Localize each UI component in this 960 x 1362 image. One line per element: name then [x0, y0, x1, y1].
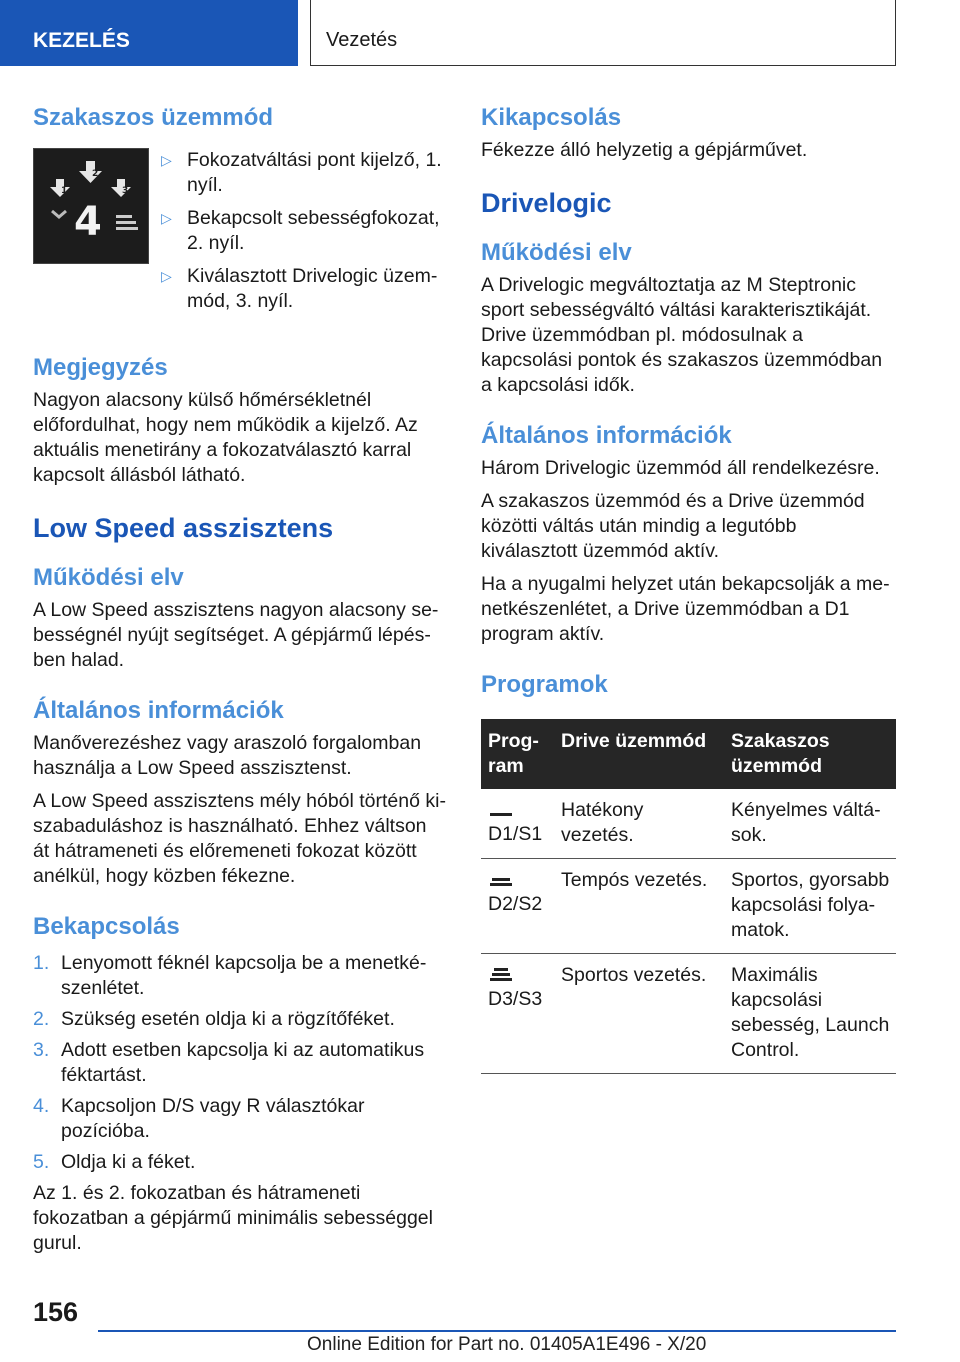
right-column	[481, 98, 896, 1074]
list-item: 1. Lenyomott féknél kapcsolja be a menetkészenlétet.	[33, 952, 427, 999]
list-item: 5. Oldja ki a féket.	[33, 1151, 196, 1173]
drive-mode-cell: Sportos vezetés.	[554, 954, 724, 1074]
footer-divider	[98, 1330, 896, 1332]
principle-text: A Low Speed asszisztens nagyon alacsony sebességnél nyújt segítséget. A gépjármű lépésben halad.	[33, 599, 439, 671]
switch-off-text: Fékezze álló helyzetig a gépjárművet.	[481, 139, 808, 161]
column-header-sequential: Szakaszos üzemmód	[724, 719, 896, 789]
heading-principle: Működési elv	[33, 564, 184, 591]
column-header-drive: Drive üzemmód	[554, 719, 724, 789]
sequential-mode-cell: Maximális kapcsolási sebesség, Launch Control.	[724, 954, 896, 1074]
drivelogic-mode-3-icon	[488, 963, 514, 983]
general-text-2: A Low Speed asszisztens mély hóból történő kiszabaduláshoz is használható. Ehhez váltson át hátrameneti és előremeneti fokozat között anélkül, hogy közben fékezne.	[33, 790, 446, 887]
left-column	[33, 98, 448, 1256]
svg-text:2: 2	[92, 169, 99, 179]
heading-note: Megjegyzés	[33, 354, 168, 381]
section-title: Vezetés	[326, 29, 398, 51]
heading-principle: Működési elv	[481, 239, 632, 266]
sequential-mode-cell: Sportos, gyorsabb kapcsolási folyamatok.	[724, 859, 896, 954]
triangle-bullet-icon: ▷	[161, 152, 172, 168]
table-header-row	[481, 719, 896, 789]
heading-switch-on: Bekapcsolás	[33, 913, 180, 940]
drive-mode-cell: Tempós vezetés.	[554, 859, 724, 954]
general-text-2: A szakaszos üzemmód és a Drive üzemmód közötti váltás után mindig a legutóbb kiválasztott üzemmód aktív.	[481, 490, 865, 562]
heading-low-speed-assistant: Low Speed asszisztens	[33, 513, 334, 543]
programs-table	[481, 719, 896, 1074]
section-header	[310, 0, 896, 66]
heading-general-info: Általános információk	[481, 422, 732, 449]
principle-text: A Drivelogic megváltoztatja az M Steptronic sport sebességváltó váltási karakterisztikáját. Drive üzemmódban pl. módosulnak a kapcsolási pontok és szakaszos üzemmódban a kapcsolási idők.	[481, 274, 883, 396]
table-row	[481, 789, 896, 859]
heading-switch-off: Kikapcsolás	[481, 104, 622, 131]
general-text-1: Három Drivelogic üzemmód áll rendelkezésre.	[481, 457, 880, 479]
heading-general-info: Általános információk	[33, 697, 284, 724]
display-legend-list	[161, 148, 448, 322]
display-intro	[33, 138, 448, 322]
program-cell: D1/S1	[481, 789, 554, 859]
drivelogic-mode-2-icon	[488, 868, 514, 888]
column-header-program: Program	[481, 719, 554, 789]
triangle-bullet-icon: ▷	[161, 268, 172, 284]
chapter-title: KEZELÉS	[33, 29, 130, 52]
svg-text:3: 3	[122, 186, 129, 196]
svg-text:4: 4	[74, 199, 102, 245]
drivelogic-mode-1-icon	[488, 798, 514, 818]
list-item: ▷ Kiválasztott Drivelogic üzemmód, 3. nyíl.	[161, 265, 438, 312]
page-number: 156	[33, 1297, 79, 1327]
switch-on-steps	[33, 951, 448, 1175]
svg-text:1: 1	[61, 186, 68, 196]
gear-display-image	[33, 148, 149, 264]
note-text: Nagyon alacsony külső hőmérsékletnél előfordulhat, hogy nem működik a kijelző. Az aktuális menetirány a fokozatválasztó karral kapcsolt állásból látható.	[33, 389, 418, 486]
program-cell: D3/S3	[481, 954, 554, 1074]
list-item: 2. Szükség esetén oldja ki a rögzítőféket.	[33, 1008, 395, 1030]
edition-text[interactable]: Online Edition for Part no. 01405A1E496 - X/20	[307, 1334, 707, 1355]
sequential-mode-cell: Kényelmes váltások.	[724, 789, 896, 859]
closing-text: Az 1. és 2. fokozatban és hátrameneti fokozatban a gépjármű minimális sebességgel gurul.	[33, 1182, 433, 1254]
chapter-tab[interactable]	[0, 0, 298, 66]
table-row	[481, 954, 896, 1074]
heading-drivelogic: Drivelogic	[481, 188, 612, 218]
list-item: ▷ Fokozatváltási pont kijelző, 1. nyíl.	[161, 149, 442, 196]
general-text-3: Ha a nyugalmi helyzet után bekapcsolják a menetkészenlétet, a Drive üzemmódban a D1 program aktív.	[481, 573, 890, 645]
triangle-bullet-icon: ▷	[161, 210, 172, 226]
program-cell: D2/S2	[481, 859, 554, 954]
gear-display-icon	[34, 149, 148, 263]
list-item: 3. Adott esetben kapcsolja ki az automatikus féktartást.	[33, 1039, 425, 1086]
table-row	[481, 859, 896, 954]
list-item: ▷ Bekapcsolt sebességfokozat, 2. nyíl.	[161, 207, 440, 254]
general-text-1: Manőverezéshez vagy araszoló forgalomban használja a Low Speed asszisztenst.	[33, 732, 422, 779]
list-item: 4. Kapcsoljon D/S vagy R választókar pozícióba.	[33, 1095, 365, 1142]
drive-mode-cell: Hatékony vezetés.	[554, 789, 724, 859]
heading-programs: Programok	[481, 671, 608, 698]
heading-sequential-mode: Szakaszos üzemmód	[33, 104, 274, 131]
